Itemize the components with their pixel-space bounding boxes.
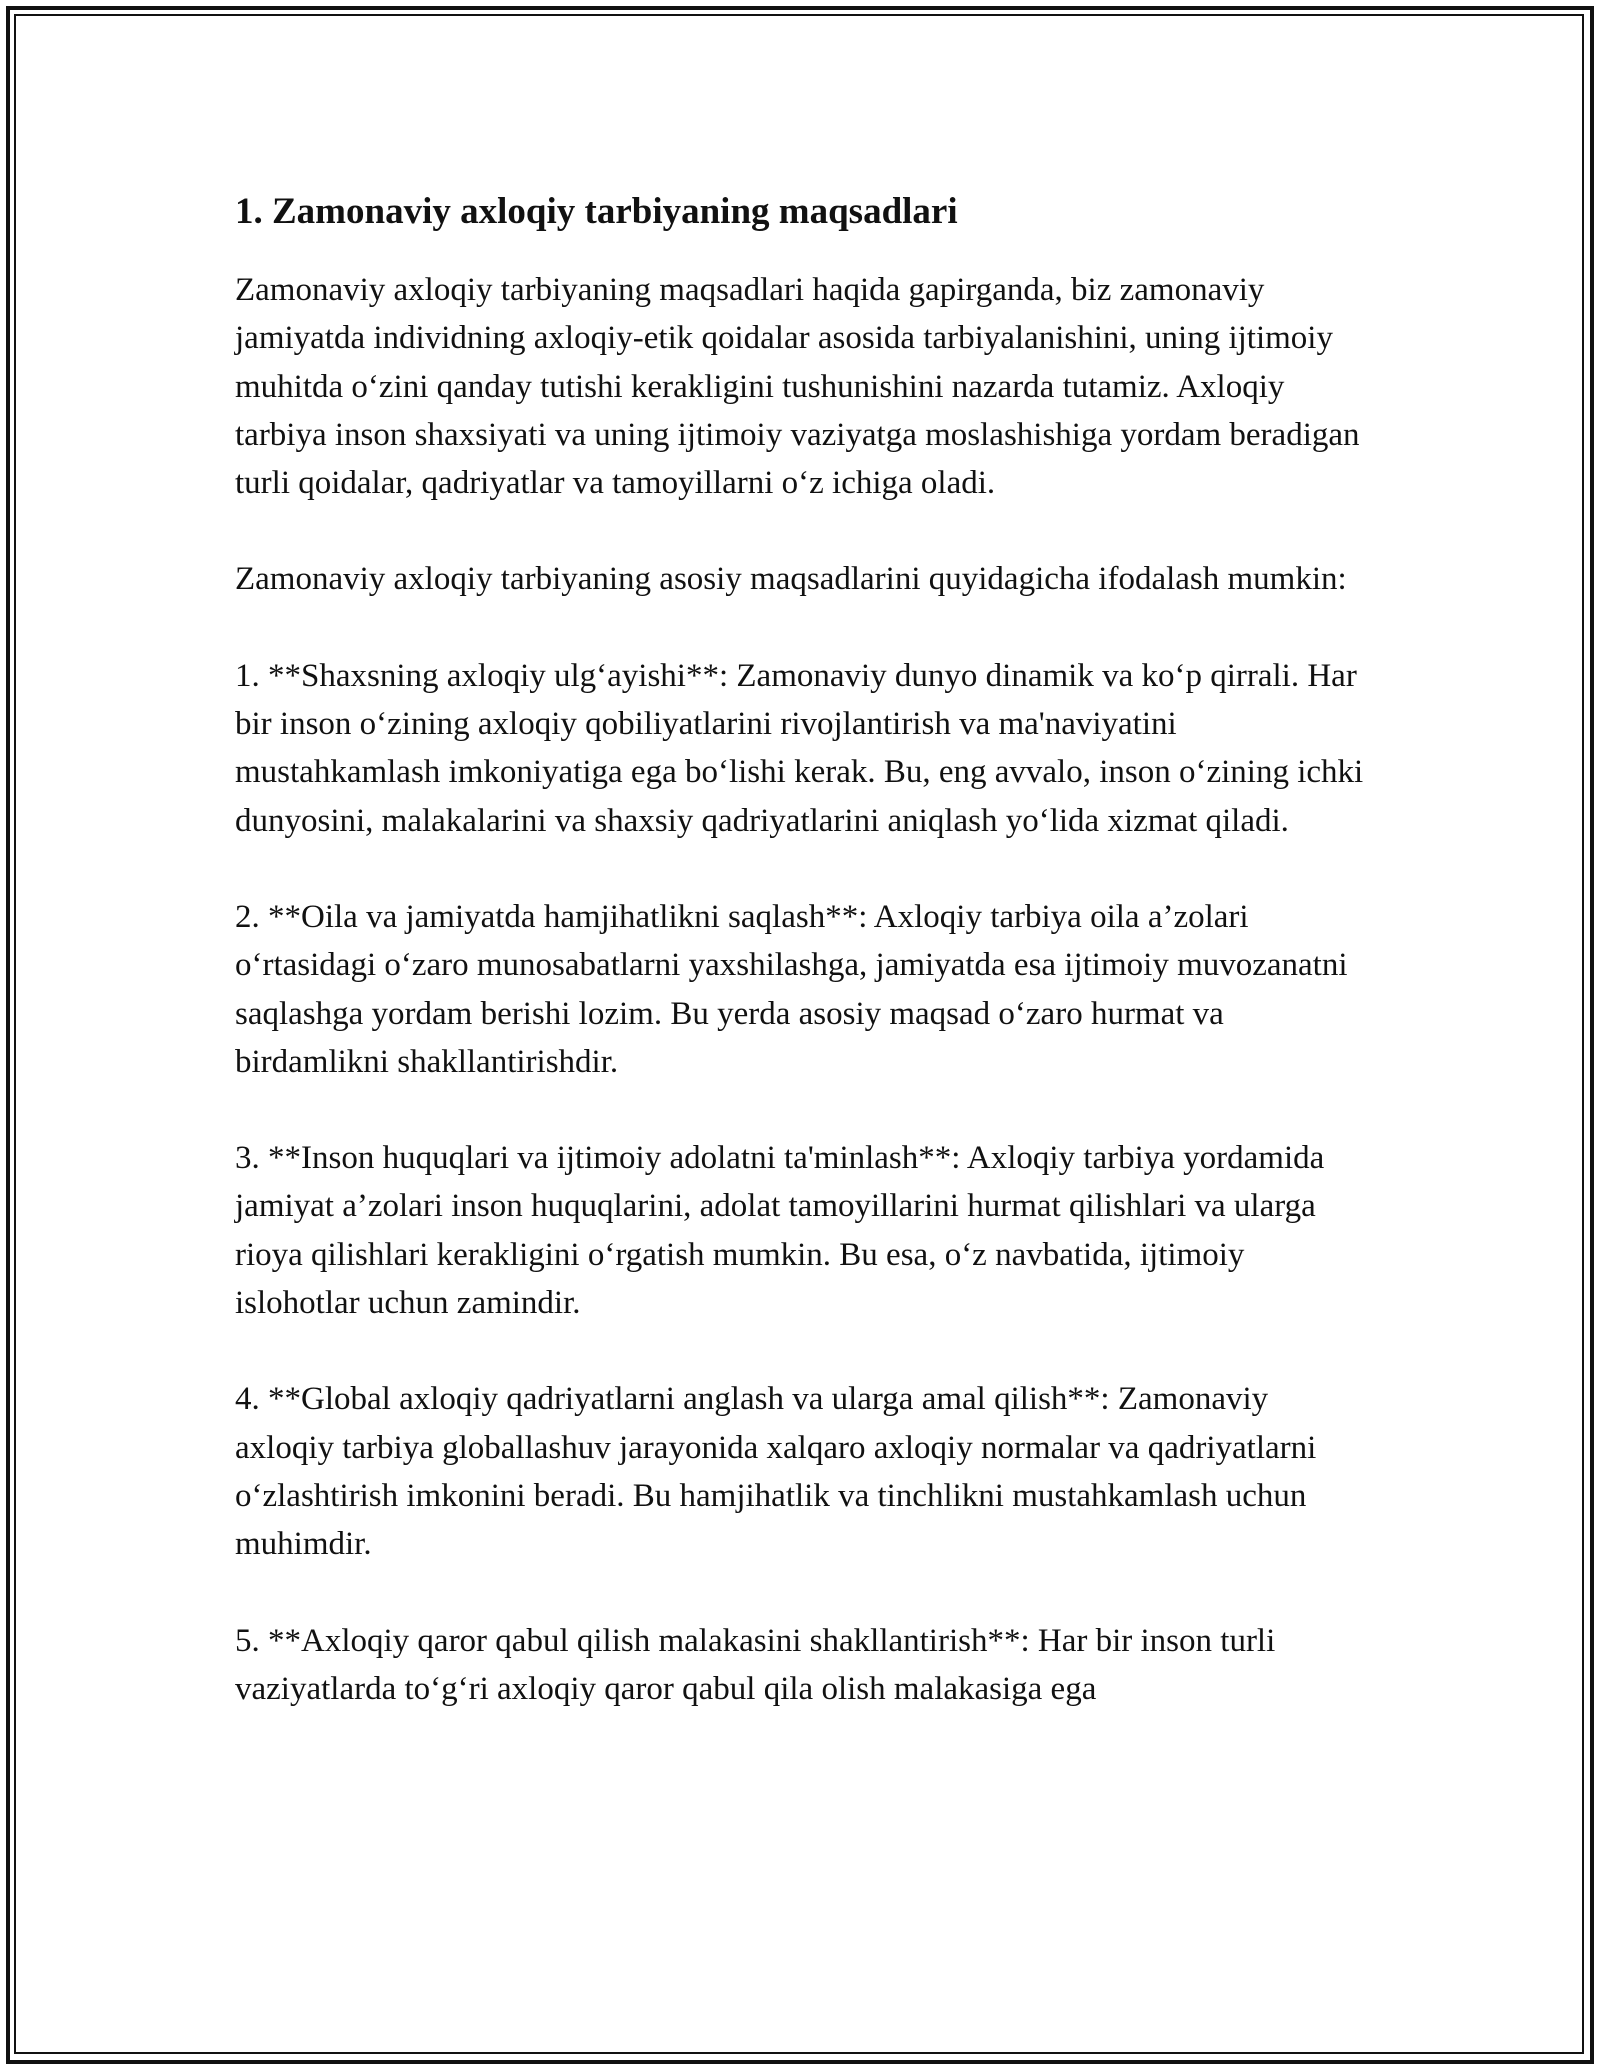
goal-item-3: 3. **Inson huquqlari va ijtimoiy adolatni ta'minlash**: Axloqiy tarbiya yordamida jamiyat a’zolari inson huquqlarini, adolat tamoyillarini hurmat qilishlari va ularga rioya qilishlari kerakligini o‘rgatish mumkin. Bu esa, o‘z navbatida, ijtimoiy islohotlar uchun zamindir. xyxy=(235,1140,1325,1322)
goal-item-5: 5. **Axloqiy qaror qabul qilish malakasini shakllantirish**: Har bir inson turli vaziyatlarda to‘g‘ri axloqiy qaror qabul qila olish malakasiga ega xyxy=(235,1622,1276,1707)
goal-item-4: 4. **Global axloqiy qadriyatlarni anglash va ularga amal qilish**: Zamonaviy axloqiy tarbiya globallashuv jarayonida xalqaro axloqiy normalar va qadriyatlarni o‘zlashtirish imkonini beradi. Bu hamjihatlik va tinchlikni mustahkamlash uchun muhimdir. xyxy=(235,1381,1317,1563)
goals-intro-paragraph: Zamonaviy axloqiy tarbiyaning asosiy maqsadlarini quyidagicha ifodalash mumkin: xyxy=(235,561,1347,598)
section-heading: 1. Zamonaviy axloqiy tarbiyaning maqsadlari xyxy=(235,191,958,232)
goal-item-1: 1. **Shaxsning axloqiy ulg‘ayishi**: Zamonaviy dunyo dinamik va ko‘p qirrali. Har bir inson o‘zining axloqiy qobiliyatlarini rivojlantirish va ma'naviyatini mustahkamlash imkoniyatiga ega bo‘lishi kerak. Bu, eng avvalo, inson o‘zining ichki dunyosini, malakalarini va shaxsiy qadriyatlarini aniqlash yo‘lida xizmat qiladi. xyxy=(235,657,1364,839)
goal-item-2: 2. **Oila va jamiyatda hamjihatlikni saqlash**: Axloqiy tarbiya oila a’zolari o‘rtasidagi o‘zaro munosabatlarni yaxshilashga, jamiyatda esa ijtimoiy muvozanatni saqlashga yordam berishi lozim. Bu yerda asosiy maqsad o‘zaro hurmat va birdamlikni shakllantirishdir. xyxy=(235,898,1348,1080)
document-body xyxy=(235,186,1375,1761)
intro-paragraph: Zamonaviy axloqiy tarbiyaning maqsadlari haqida gapirganda, biz zamonaviy jamiyatda individning axloqiy-etik qoidalar asosida tarbiyalanishini, uning ijtimoiy muhitda o‘zini qanday tutishi kerakligini tushunishini nazarda tutamiz. Axloqiy tarbiya inson shaxsiyati va uning ijtimoiy vaziyatga moslashishiga yordam beradigan turli qoidalar, qadriyatlar va tamoyillarni o‘z ichiga oladi. xyxy=(235,272,1360,502)
